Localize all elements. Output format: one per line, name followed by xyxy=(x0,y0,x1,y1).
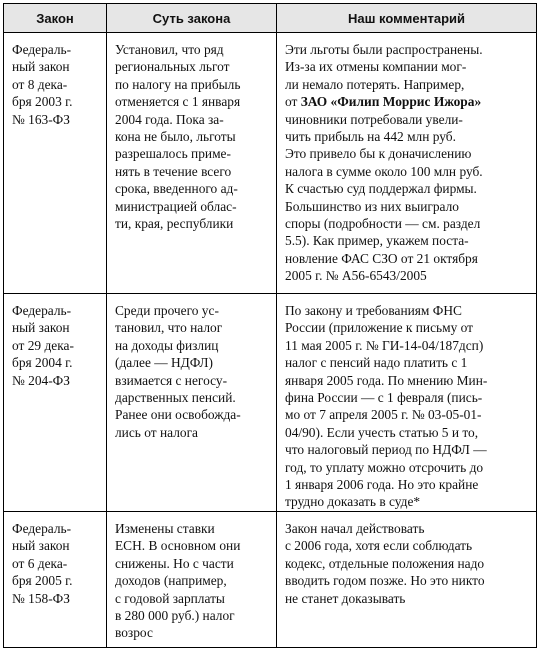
comment-line: Закон начал действовать xyxy=(285,520,425,536)
essence-line: ЕСН. В основном они xyxy=(115,538,241,554)
comment-line: января 2005 года. По мнению Мин- xyxy=(285,372,488,388)
comment-line: К счастью суд поддержал фирмы. xyxy=(285,181,477,197)
essence-line: срока, введенного ад- xyxy=(115,181,238,197)
company-name: ЗАО «Филип Моррис Ижора» xyxy=(300,94,482,110)
essence-line: тановил, что налог xyxy=(115,320,223,336)
law-line: № 204-ФЗ xyxy=(12,372,70,388)
essence-line: отменяется с 1 января xyxy=(115,94,241,110)
law-cell xyxy=(4,33,107,294)
essence-cell xyxy=(107,511,277,647)
law-line: № 163-ФЗ xyxy=(12,111,70,127)
comment-line: налога в сумме около 100 млн руб. xyxy=(285,163,483,179)
table-row xyxy=(4,294,537,512)
essence-line: дарственных пенсий. xyxy=(115,390,236,406)
comment-line: фина России — с 1 февраля (пись- xyxy=(285,390,483,406)
essence-line: на доходы физлиц xyxy=(115,337,219,353)
law-cell xyxy=(4,511,107,647)
comment-line: 1 января 2006 года. Но это крайне xyxy=(285,477,479,493)
law-line: ный закон xyxy=(12,538,70,554)
law-line: от 29 дека- xyxy=(12,337,74,353)
essence-line: доходов (например, xyxy=(115,573,227,589)
comment-cell xyxy=(277,294,537,512)
comment-line: Это привело бы к доначислению xyxy=(285,146,472,162)
essence-line: в 280 000 руб.) налог xyxy=(115,607,235,623)
essence-line: разрешалось приме- xyxy=(115,146,231,162)
comment-line: год, то уплату можно отсрочить до xyxy=(285,459,484,475)
essence-line: нять в течение всего xyxy=(115,163,232,179)
essence-line: с годовой зарплаты xyxy=(115,590,225,606)
essence-line: министрацией облас- xyxy=(115,198,237,214)
comment-line: 5.5). Как пример, укажем поста- xyxy=(285,233,469,249)
comment-line: 11 мая 2005 г. № ГИ-14-04/187дсп) xyxy=(285,337,484,353)
essence-cell xyxy=(107,294,277,512)
law-line: бря 2005 г. xyxy=(12,573,73,589)
comment-line: России (приложение к письму от xyxy=(285,320,474,336)
comment-cell xyxy=(277,511,537,647)
comment-line: 2005 г. № А56-6543/2005 xyxy=(285,268,427,284)
comment-line: чиновники потребовали увели- xyxy=(285,111,463,127)
comment-cell xyxy=(277,33,537,294)
essence-line: Ранее они освобожда- xyxy=(115,407,241,423)
essence-line: Изменены ставки xyxy=(115,520,215,536)
comment-line: трудно доказать в суде* xyxy=(285,494,421,510)
law-line: от 6 дека- xyxy=(12,555,68,571)
comment-line: Из-за их отмены компании мог- xyxy=(285,59,467,75)
law-line: № 158-ФЗ xyxy=(12,590,70,606)
comment-line: 04/90). Если учесть статью 5 и то, xyxy=(285,424,479,440)
essence-line: взимается с негосу- xyxy=(115,372,228,388)
comment-line: По закону и требованиям ФНС xyxy=(285,303,462,318)
header-law: Закон xyxy=(4,4,107,33)
essence-line: возрос xyxy=(115,625,153,641)
table-row xyxy=(4,33,537,294)
comment-line: ли немало потерять. Например, xyxy=(285,76,465,92)
header-comment: Наш комментарий xyxy=(277,4,537,33)
essence-line: лись от налога xyxy=(115,424,199,440)
law-line: Федераль- xyxy=(12,42,72,57)
comment-line: кодекс, отдельные положения надо xyxy=(285,555,485,571)
comment-line: Большинство из них выиграло xyxy=(285,198,459,214)
essence-line: по налогу на прибыль xyxy=(115,76,241,92)
comment-line: споры (подробности — см. раздел xyxy=(285,216,481,232)
essence-line: кона не было, льготы xyxy=(115,129,236,145)
comment-line: не станет доказывать xyxy=(285,590,406,606)
comment-line: что налоговый период по НДФЛ — xyxy=(285,442,487,458)
essence-line: снижены. Но с части xyxy=(115,555,234,571)
essence-cell xyxy=(107,33,277,294)
law-line: Федераль- xyxy=(12,520,72,536)
comment-line: чить прибыль на 442 млн руб. xyxy=(285,129,456,145)
comment-prefix: от xyxy=(285,94,301,110)
law-line: Федераль- xyxy=(12,303,72,318)
table-row xyxy=(4,511,537,647)
essence-line: Среди прочего ус- xyxy=(115,303,219,318)
comment-line: налог с пенсий надо платить с 1 xyxy=(285,355,468,371)
table-header-row xyxy=(4,4,537,33)
essence-line: региональных льгот xyxy=(115,59,230,75)
essence-line: ти, края, республики xyxy=(115,216,234,232)
law-line: бря 2003 г. xyxy=(12,94,73,110)
laws-table xyxy=(3,3,537,648)
law-cell xyxy=(4,294,107,512)
essence-line: Установил, что ряд xyxy=(115,42,224,57)
comment-line: новление ФАС СЗО от 21 октября xyxy=(285,250,478,266)
law-line: ный закон xyxy=(12,320,70,336)
comment-line: вводить годом позже. Но это никто xyxy=(285,573,485,589)
essence-line: 2004 года. Пока за- xyxy=(115,111,224,127)
essence-line: (далее — НДФЛ) xyxy=(115,355,213,371)
comment-line-company xyxy=(285,93,530,110)
header-essence: Суть закона xyxy=(107,4,277,33)
comment-line: мо от 7 апреля 2005 г. № 03-05-01- xyxy=(285,407,482,423)
law-line: бря 2004 г. xyxy=(12,355,73,371)
law-line: ный закон xyxy=(12,59,70,75)
comment-line: Эти льготы были распространены. xyxy=(285,42,483,57)
law-line: от 8 дека- xyxy=(12,76,68,92)
comment-line: с 2006 года, хотя если соблюдать xyxy=(285,538,473,554)
